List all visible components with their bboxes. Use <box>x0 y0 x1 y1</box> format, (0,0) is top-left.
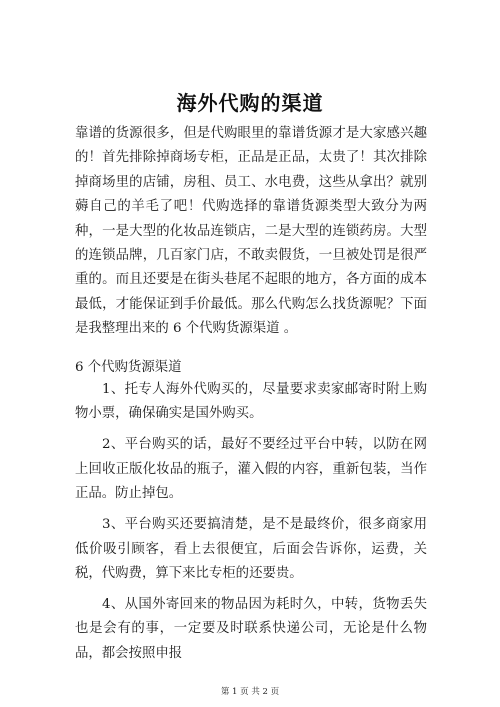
list-item: 3、平台购买还要搞清楚，是不是最终价，很多商家用低价吸引顾客，看上去很便宜，后面会告诉你，运费，关税，代购费，算下来比专柜的还要贵。 <box>75 517 427 582</box>
page-footer: 第 1 页 共 2 页 <box>220 687 280 697</box>
channel-list <box>75 378 427 673</box>
list-item: 4、从国外寄回来的物品因为耗时久，中转，货物丢失也是会有的事，一定要及时联系快递公司，无论是什么物品，都会按照申报 <box>75 597 427 661</box>
page-title: 海外代购的渠道 <box>176 91 324 116</box>
list-item: 2、平台购买的话，最好不要经过平台中转，以防在网上回收正版化妆品的瓶子，灌入假的内容，重新包装，当作正品。防止掉包。 <box>75 437 427 502</box>
list-item: 1、托专人海外代购买的，尽量要求卖家邮寄时附上购物小票，确保确实是国外购买。 <box>75 382 427 422</box>
section-heading: 6 个代购货源渠道 <box>75 360 182 375</box>
intro-paragraph: 靠谱的货源很多，但是代购眼里的靠谱货源才是大家感兴趣的！首先排除掉商场专柜，正品是正品，太贵了！其次排除掉商场里的店铺，房租、员工、水电费，这些从拿出？就别薅自己的羊毛了吧！代购选择的靠谱货源类型大致分为两种，一是大型的化妆品连锁店，二是大型的连锁药房。大型的连锁品牌，几百家门店，不敢卖假货，一旦被处罚是很严重的。而且还要是在街头巷尾不起眼的地方，各方面的成本最低，才能保证到手价最低。那么代购怎么找货源呢？下面是我整理出来的 6 个代购货源渠道 。 <box>75 126 427 337</box>
